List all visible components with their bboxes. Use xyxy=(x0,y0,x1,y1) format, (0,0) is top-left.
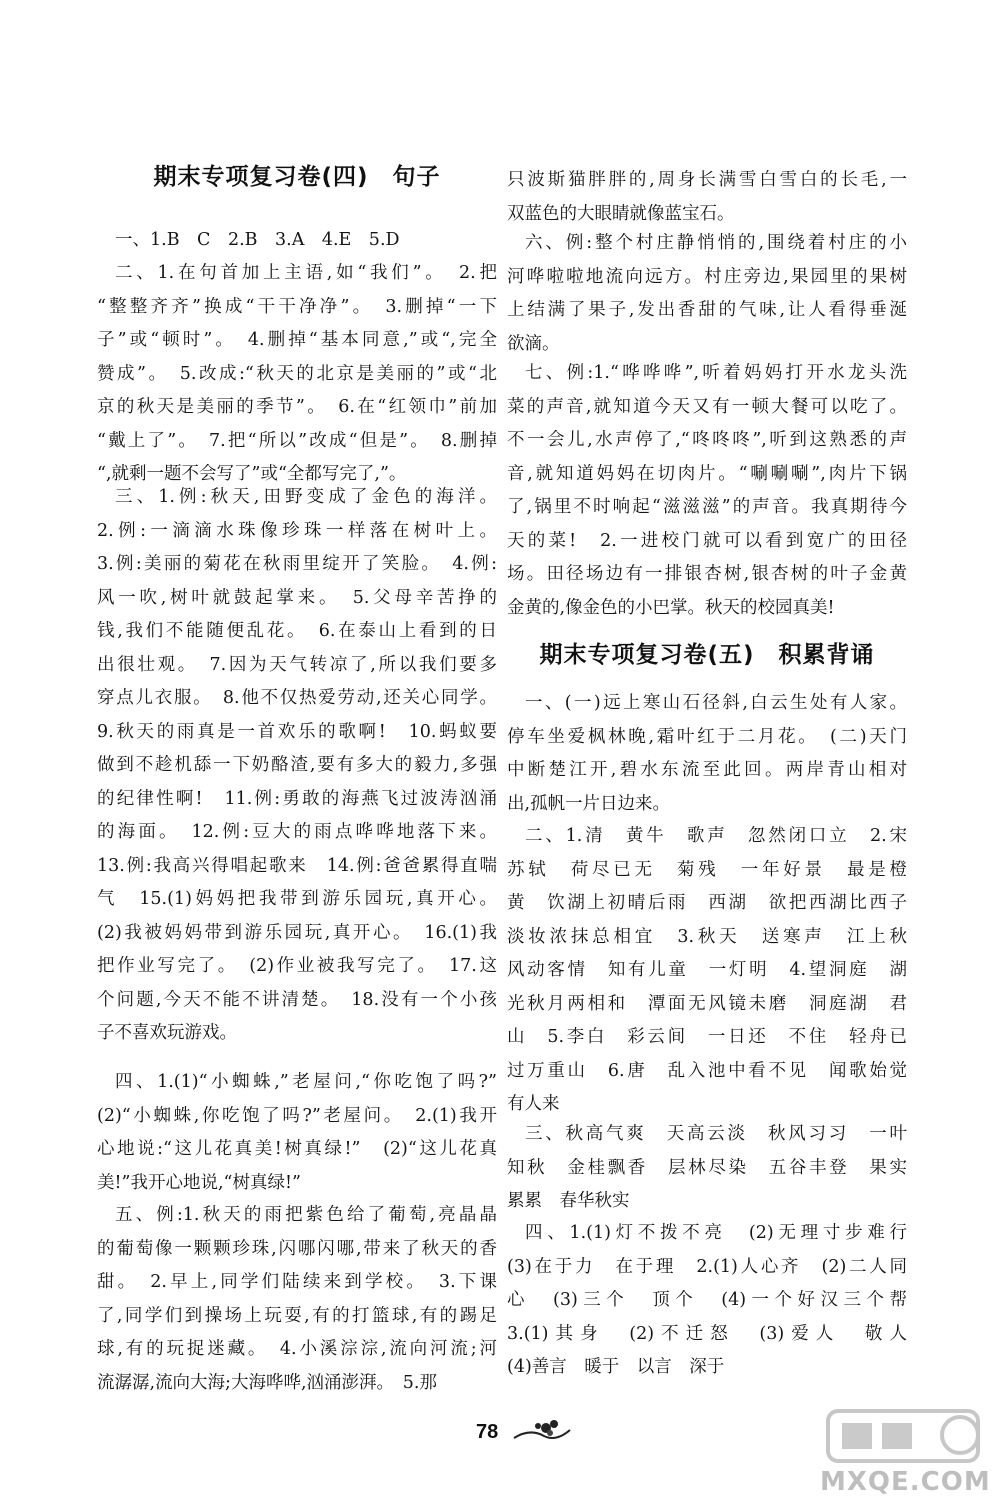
text-line: 13.例:我高兴得唱起歌来 14.例:爸爸累得直喘 xyxy=(97,855,497,876)
text-line: 五、例:1.秋天的雨把紫色给了葡萄,亮晶晶 xyxy=(115,1205,497,1225)
text-line: 3.例:美丽的菊花在秋雨里绽开了笑脸。 4.例: xyxy=(97,554,497,574)
text-line: 二、1.清 黄牛 歌声 忽然闭口立 2.宋 xyxy=(525,826,907,846)
paragraph xyxy=(507,687,907,821)
text-line: 心地说:“这儿花真美!树真绿!” (2)“这儿花真 xyxy=(97,1139,497,1159)
text-line: (2)我被妈妈带到游乐园玩,真开心。 16.(1)我 xyxy=(97,922,497,943)
text-line: (3)在于力 在于理 2.(1)人心齐 (2)二人同 xyxy=(507,1256,907,1277)
watermark xyxy=(820,1405,990,1505)
text-line: 七、例:1.“哗哗哗”,听着妈妈打开水龙头洗 xyxy=(525,363,907,383)
text-line: “戴上了”。 7.把“所以”改成“但是”。 8.删掉 xyxy=(97,430,497,451)
text-line: 风一吹,树叶就鼓起掌来。 5.父母辛苦挣的 xyxy=(97,587,497,608)
text-line: 天的菜! 2.一进校门就可以看到宽广的田径 xyxy=(507,530,907,551)
text-line: 了,同学们到操场上玩耍,有的打篮球,有的踢足 xyxy=(97,1305,497,1326)
text-line: 出,孤帆一片日边来。 xyxy=(507,793,671,814)
text-line: 赞成”。 5.改成:“秋天的北京是美丽的”或“北 xyxy=(97,363,497,384)
text-line: 知秋 金桂飘香 层林尽染 五谷丰登 果实 xyxy=(507,1157,907,1178)
text-line: 累累 春华秋实 xyxy=(507,1191,630,1211)
text-line: 黄 饮湖上初晴后雨 西湖 欲把西湖比西子 xyxy=(507,893,907,913)
text-line: 有人来 xyxy=(507,1094,560,1114)
text-line: 了,锅里不时响起“滋滋滋”的声音。我真期待今 xyxy=(507,497,907,517)
text-line: 四、1.(1)灯不拨不亮 (2)无理寸步难行 xyxy=(525,1223,907,1243)
text-line: 欲滴。 xyxy=(507,333,560,354)
text-line: 个问题,今天不能不讲清楚。 18.没有一个小孩 xyxy=(97,989,497,1010)
text-line: (2)“小蜘蛛,你吃饱了吗?”老屋问。 2.(1)我开 xyxy=(97,1105,497,1126)
text-line: 一、1.B C 2.B 3.A 4.E 5.D xyxy=(115,230,400,250)
paragraph xyxy=(507,164,907,231)
watermark-text: MXQE.COM xyxy=(820,1467,991,1497)
paragraph xyxy=(507,1118,907,1219)
text-line: 中断楚江开,碧水东流至此回。两岸青山相对 xyxy=(507,760,907,780)
text-line: 的葡萄像一颗颗珍珠,闪哪闪哪,带来了秋天的香 xyxy=(97,1238,497,1259)
section-title-4: 期末专项复习卷(四) 句子 xyxy=(153,164,441,190)
paragraph xyxy=(97,224,497,258)
text-line: 3.(1)其身 (2)不迁怒 (3)爱人 敬人 xyxy=(507,1323,907,1344)
section-title-5: 期末专项复习卷(五) 积累背诵 xyxy=(539,642,875,668)
text-line: 钱,我们不能随便乱花。 6.在泰山上看到的日 xyxy=(97,621,497,641)
text-line: (4)善言 暖于 以言 深于 xyxy=(507,1357,725,1377)
text-line: 出很壮观。 7.因为天气转凉了,所以我们要多 xyxy=(97,654,497,675)
text-line: “,就剩一题不会写了”或“全都写完了,”。 xyxy=(97,464,407,484)
text-line: 不一会儿,水声停了,“咚咚咚”,听到这熟悉的声 xyxy=(507,430,907,450)
paragraph xyxy=(507,357,907,625)
text-line: 子”或“顿时”。 4.删掉“基本同意,”或“,完全 xyxy=(97,330,497,350)
text-line: 金黄的,像金色的小巴掌。秋天的校园真美! xyxy=(507,597,835,618)
text-line: 三、1.例:秋天,田野变成了金色的海洋。 xyxy=(115,487,497,507)
text-line: 三、秋高气爽 天高云淡 秋风习习 一叶 xyxy=(525,1124,907,1144)
text-line: 穿点儿衣服。 8.他不仅热爱劳动,还关心同学。 xyxy=(97,688,497,708)
text-line: 山 5.李白 彩云间 一日还 不住 轻舟已 xyxy=(507,1027,907,1047)
text-line: 音,就知道妈妈在切肉片。“唰唰唰”,肉片下锅 xyxy=(507,463,907,484)
text-line: 光秋月两相和 潭面无风镜未磨 洞庭湖 君 xyxy=(507,993,907,1014)
watermark-logo-icon xyxy=(820,1405,990,1465)
text-line: 把作业写完了。 (2)作业被我写完了。 17.这 xyxy=(97,956,497,976)
paragraph xyxy=(507,227,907,361)
text-line: 四、1.(1)“小蜘蛛,”老屋问,“你吃饱了吗?” xyxy=(115,1072,497,1092)
paragraph xyxy=(507,1217,907,1385)
text-line: 河哗啦啦地流向远方。村庄旁边,果园里的果树 xyxy=(507,266,907,287)
paragraph xyxy=(97,1066,497,1200)
paragraph xyxy=(97,257,497,492)
text-line: 过万重山 6.唐 乱入池中看不见 闻歌始觉 xyxy=(507,1060,907,1081)
text-line: 场。田径场边有一排银杏树,银杏树的叶子金黄 xyxy=(507,564,907,584)
text-line: 双蓝色的大眼睛就像蓝宝石。 xyxy=(507,203,735,224)
text-line: 美!”我开心地说,“树真绿!” xyxy=(97,1172,301,1193)
text-line: 停车坐爱枫林晚,霜叶红于二月花。 (二)天门 xyxy=(507,726,907,747)
text-line: 风动客情 知有儿童 一灯明 4.望洞庭 湖 xyxy=(507,960,907,980)
page-number: 78 xyxy=(476,1421,499,1443)
text-line: 只波斯猫胖胖的,周身长满雪白雪白的长毛,一 xyxy=(507,170,907,190)
flower-ornament-icon xyxy=(512,1418,572,1444)
paragraph xyxy=(507,820,907,1122)
text-line: 做到不趁机舔一下奶酪渣,要有多大的毅力,多强 xyxy=(97,755,497,775)
text-line: 9.秋天的雨真是一首欢乐的歌啊! 10.蚂蚁要 xyxy=(97,721,497,742)
paragraph xyxy=(97,481,497,1051)
text-line: 的海面。 12.例:豆大的雨点哗哗地落下来。 xyxy=(97,822,497,842)
text-line: “整整齐齐”换成“干干净净”。 3.删掉“一下 xyxy=(97,296,497,317)
text-line: 上结满了果子,发出香甜的气味,让人看得垂涎 xyxy=(507,300,907,320)
text-line: 淡妆浓抹总相宜 3.秋天 送寒声 江上秋 xyxy=(507,926,907,947)
text-line: 二、1.在句首加上主语,如“我们”。 2.把 xyxy=(115,263,497,283)
text-line: 球,有的玩捉迷藏。 4.小溪淙淙,流向河流;河 xyxy=(97,1339,497,1359)
text-line: 京的秋天是美丽的季节”。 6.在“红领巾”前加 xyxy=(97,397,497,417)
text-line: 子不喜欢玩游戏。 xyxy=(97,1023,237,1043)
text-line: 一、(一)远上寒山石径斜,白云生处有人家。 xyxy=(525,693,907,713)
text-line: 苏轼 荷尽已无 菊残 一年好景 最是橙 xyxy=(507,859,907,880)
text-line: 流潺潺,流向大海;大海哗哗,汹涌澎湃。 5.那 xyxy=(97,1372,437,1393)
text-line: 气 15.(1)妈妈把我带到游乐园玩,真开心。 xyxy=(97,889,497,909)
text-line: 六、例:整个村庄静悄悄的,围绕着村庄的小 xyxy=(525,233,907,253)
text-line: 甜。 2.早上,同学们陆续来到学校。 3.下课 xyxy=(97,1272,497,1292)
text-line: 心 (3)三个 顶个 (4)一个好汉三个帮 xyxy=(507,1290,907,1310)
paragraph xyxy=(97,1199,497,1400)
text-line: 2.例:一滴滴水珠像珍珠一样落在树叶上。 xyxy=(97,520,497,541)
text-line: 菜的声音,就知道今天又有一顿大餐可以吃了。 xyxy=(507,396,907,417)
text-line: 的纪律性啊! 11.例:勇敢的海燕飞过波涛汹涌 xyxy=(97,788,497,809)
